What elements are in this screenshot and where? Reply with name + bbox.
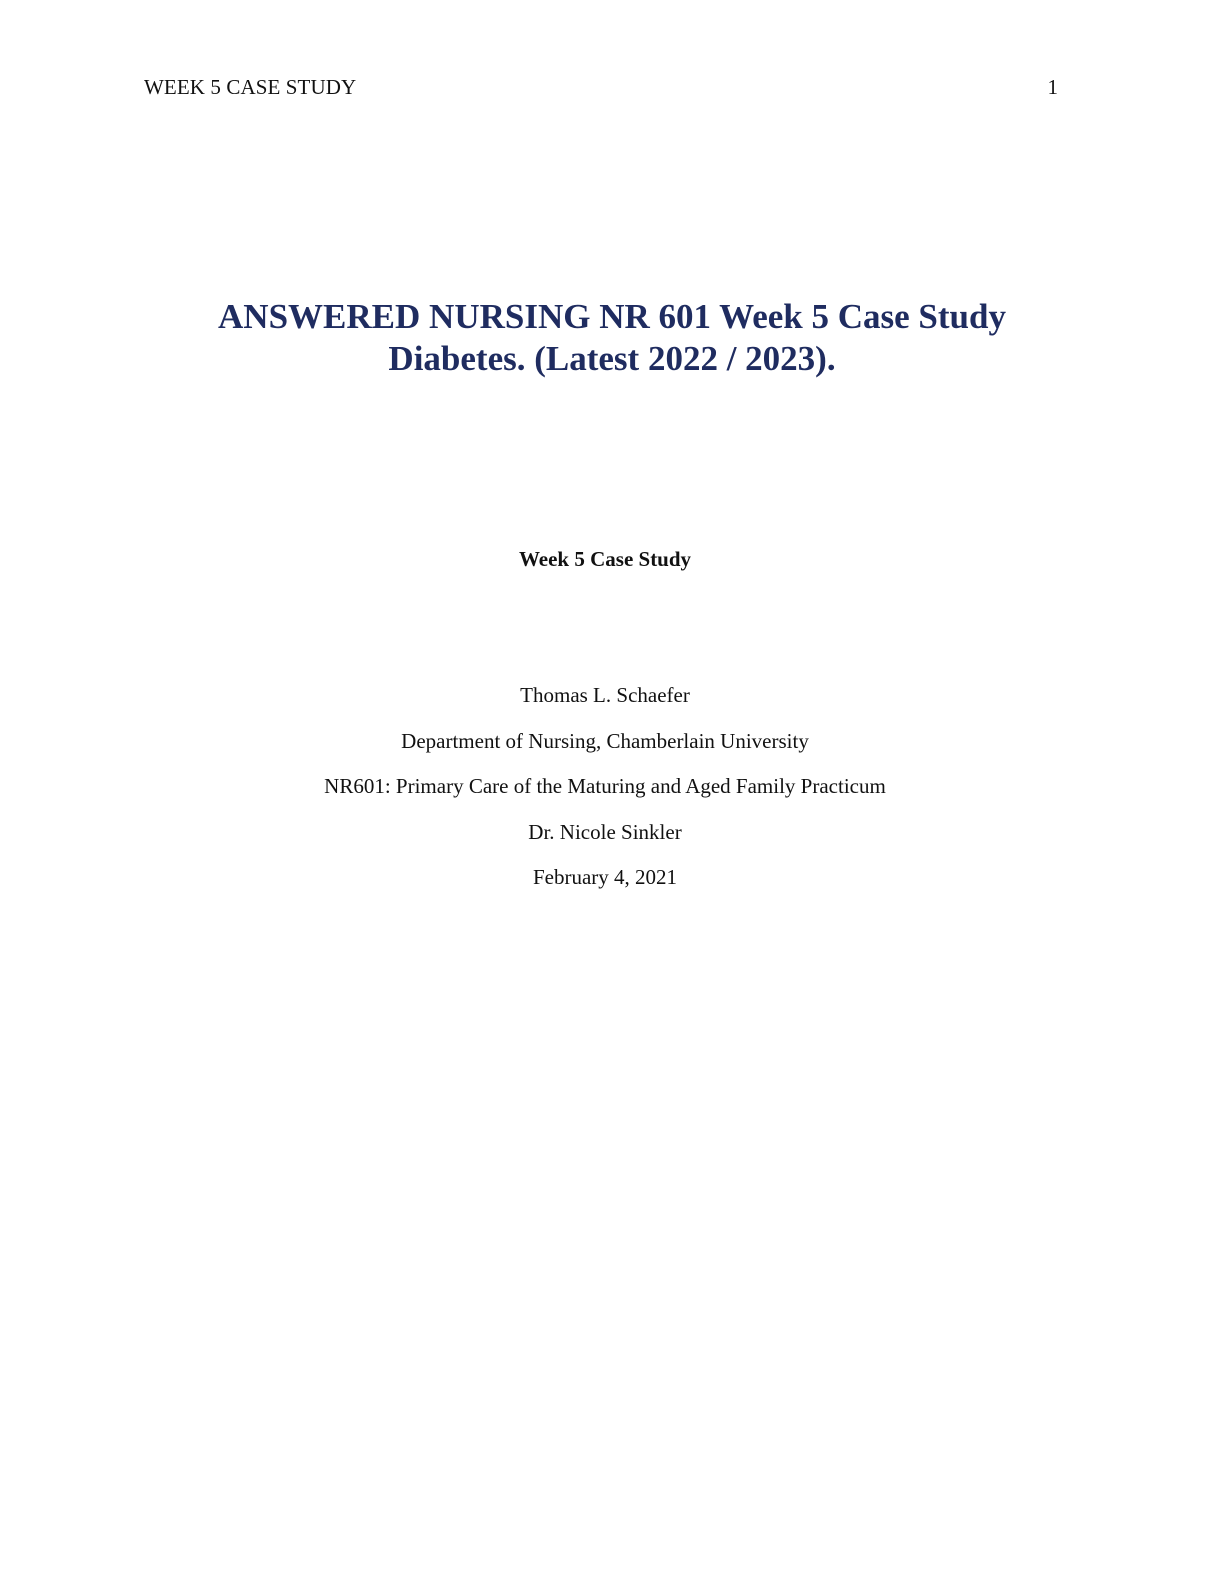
affiliation: Department of Nursing, Chamberlain University	[401, 728, 809, 753]
document-title-line-1: ANSWERED NURSING NR 601 Week 5 Case Study	[218, 297, 1006, 336]
running-head: WEEK 5 CASE STUDY	[144, 75, 357, 99]
paper-title: Week 5 Case Study	[518, 547, 692, 571]
page-number: 1	[1047, 75, 1058, 99]
document-title-line-2: Diabetes. (Latest 2022 / 2023).	[388, 339, 836, 378]
document-title	[0, 296, 1224, 380]
instructor-name: Dr. Nicole Sinkler	[528, 819, 682, 844]
author-name: Thomas L. Schaefer	[520, 683, 690, 707]
author-block	[0, 682, 1210, 910]
submission-date: February 4, 2021	[532, 865, 678, 889]
course-name: NR601: Primary Care of the Maturing and Aged Family Practicum	[324, 774, 886, 798]
